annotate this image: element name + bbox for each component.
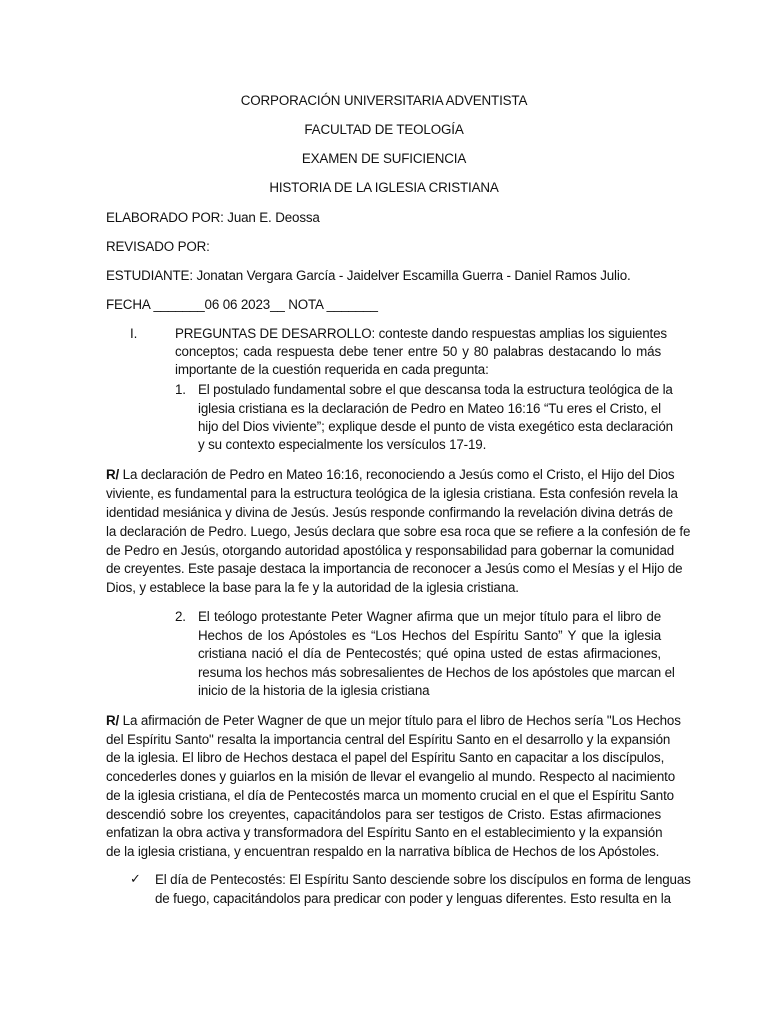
section-line-2: conceptos; cada respuesta debe tener entre 50 y 80 palabras destacando lo más	[175, 344, 661, 359]
answer-1-line-7: Dios, y establece la base para la fe y la autoridad de la iglesia cristiana.	[106, 580, 519, 595]
section-line-1: PREGUNTAS DE DESARROLLO: conteste dando respuestas amplias los siguientes	[175, 326, 667, 341]
question-2-line-2: Hechos de los Apóstoles es “Los Hechos del Espíritu Santo” Y que la iglesia	[198, 628, 661, 643]
answer-1-line-1	[106, 467, 675, 482]
answer-2-first-text: La afirmación de Peter Wagner de que un mejor título para el libro de Hechos sería "Los Hechos	[119, 713, 681, 728]
question-1-line-4: y su contexto especialmente los versículos 17-19.	[198, 437, 487, 452]
answer-1-line-4: la declaración de Pedro. Luego, Jesús declara que sobre esa roca que se refiere a la confesión de fe	[106, 524, 691, 539]
revisado-por: REVISADO POR:	[106, 239, 210, 254]
answer-2-line-4: concederles dones y guiarlos en la misión de llevar el evangelio al mundo. Respecto al nacimiento	[106, 769, 676, 784]
answer-2-line-1	[106, 713, 681, 728]
answer-2-line-8: de la iglesia cristiana, y encuentran respaldo en la narrativa bíblica de Hechos de los Apóstoles.	[106, 844, 660, 859]
question-1-line-2: iglesia cristiana es la declaración de Pedro en Mateo 16:16 “Tu eres el Cristo, el	[198, 401, 661, 416]
bullet-1-line-2: de fuego, capacitándolos para predicar con poder y lenguas diferentes. Esto resulta en la	[155, 891, 671, 906]
exam-title: EXAMEN DE SUFICIENCIA	[301, 151, 467, 166]
elaborado-por: ELABORADO POR: Juan E. Deossa	[106, 210, 320, 225]
university-title: CORPORACIÓN UNIVERSITARIA ADVENTISTA	[240, 93, 528, 108]
checkmark-icon: ✓	[130, 872, 141, 887]
answer-1-first-text: La declaración de Pedro en Mateo 16:16, reconociendo a Jesús como el Cristo, el Hijo del Dios	[119, 467, 675, 482]
section-numeral: I.	[130, 326, 138, 341]
question-1-number: 1.	[175, 382, 186, 397]
bullet-1-line-1: El día de Pentecostés: El Espíritu Santo desciende sobre los discípulos en forma de lenguas	[155, 872, 691, 887]
question-2-number: 2.	[175, 609, 186, 624]
course-title: HISTORIA DE LA IGLESIA CRISTIANA	[269, 180, 499, 195]
answer-1-line-3: identidad mesiánica y divina de Jesús. Jesús responde confirmando la revelación divina detrás de	[106, 505, 673, 520]
answer-1-line-5: de Pedro en Jesús, otorgando autoridad apostólica y responsabilidad para gobernar la comunidad	[106, 543, 675, 558]
question-1-line-3: hijo del Dios viviente”; explique desde el punto de vista exegético esta declaración	[198, 419, 673, 434]
section-line-3: importante de la cuestión requerida en cada pregunta:	[175, 362, 489, 377]
faculty-title: FACULTAD DE TEOLOGÍA	[304, 122, 464, 137]
answer-2-line-5: de la iglesia cristiana, el día de Pentecostés marca un momento crucial en el que el Espíritu Santo	[106, 788, 674, 803]
answer-2-line-3: de la iglesia. El libro de Hechos destaca el papel del Espíritu Santo en capacitar a los discípulos,	[106, 750, 665, 765]
answer-2-line-6: descendió sobre los creyentes, capacitándolos para ser testigos de Cristo. Estas afirmaciones	[106, 807, 661, 822]
question-2-line-5: inicio de la historia de la iglesia cristiana	[198, 683, 430, 698]
answer-1-prefix: R/	[106, 467, 120, 482]
answer-2-prefix: R/	[106, 713, 120, 728]
answer-1-line-6: de creyentes. Este pasaje destaca la importancia de reconocer a Jesús como el Mesías y el Hijo de	[106, 561, 683, 576]
question-2-line-4: resuma los hechos más sobresalientes de Hechos de los apóstoles que marcan el	[198, 665, 675, 680]
fecha-nota: FECHA _______06 06 2023__ NOTA _______	[106, 297, 378, 312]
question-2-line-1: El teólogo protestante Peter Wagner afirma que un mejor título para el libro de	[198, 609, 661, 624]
answer-1-line-2: viviente, es fundamental para la estructura teológica de la iglesia cristiana. Esta confesión revela la	[106, 486, 678, 501]
estudiante: ESTUDIANTE: Jonatan Vergara García - Jaidelver Escamilla Guerra - Daniel Ramos Julio.	[106, 268, 631, 283]
question-2-line-3: cristiana nació el día de Pentecostés; qué opina usted de estas afirmaciones,	[198, 646, 661, 661]
answer-2-line-7: enfatizan la obra activa y transformadora del Espíritu Santo en el establecimiento y la expansión	[106, 825, 663, 840]
answer-2-line-2: del Espíritu Santo" resalta la importancia central del Espíritu Santo en el desarrollo y la expansión	[106, 732, 671, 747]
question-1-line-1: El postulado fundamental sobre el que descansa toda la estructura teológica de la	[198, 382, 673, 397]
